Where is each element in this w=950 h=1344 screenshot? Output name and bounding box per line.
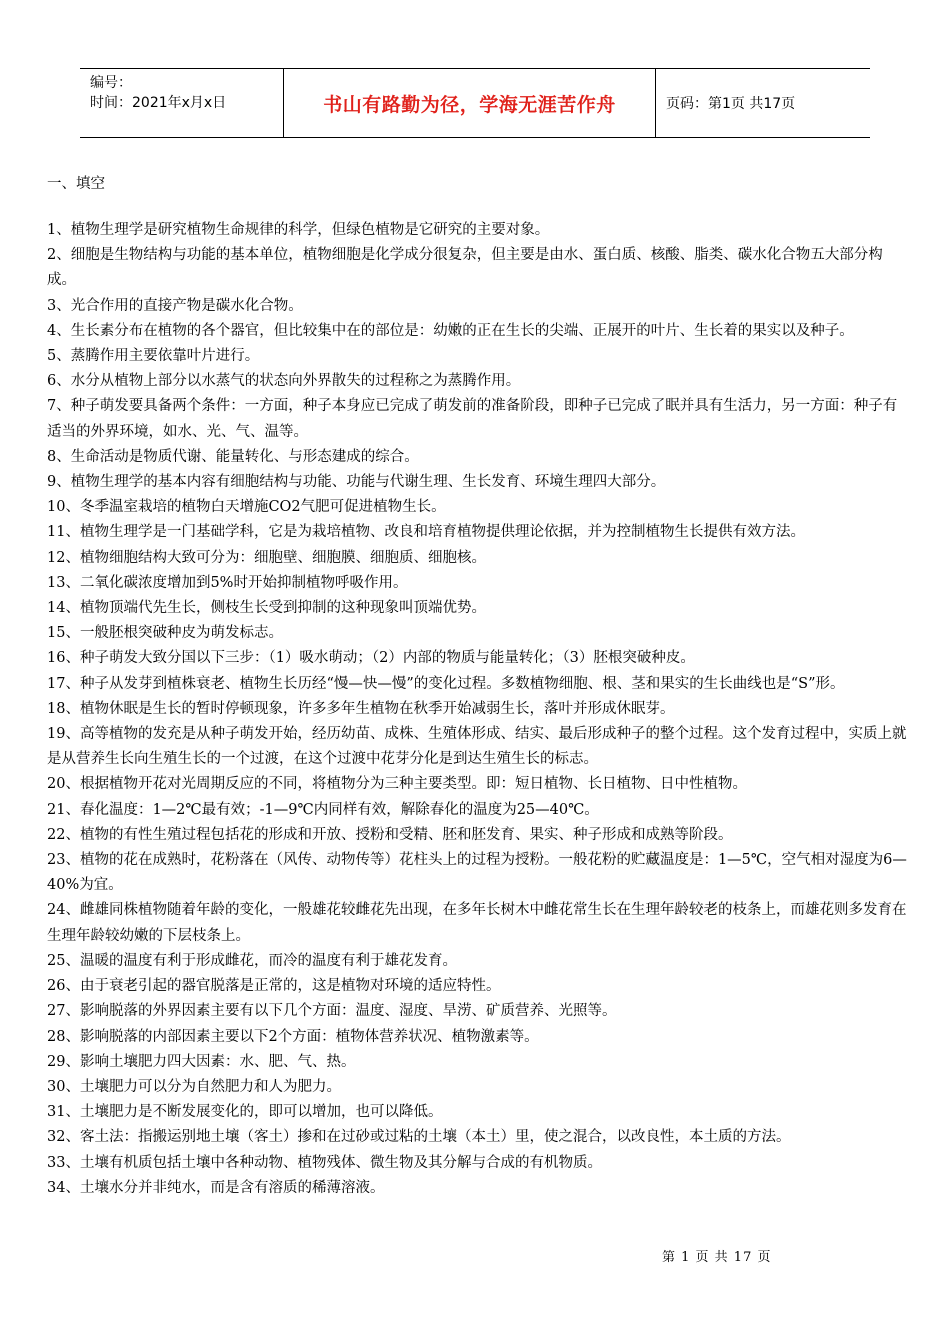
list-item: 9、植物生理学的基本内容有细胞结构与功能、功能与代谢生理、生长发育、环境生理四大部分。 xyxy=(47,474,666,491)
number-label: 编号： xyxy=(90,75,132,91)
list-item: 26、由于衰老引起的器官脱落是正常的，这是植物对环境的适应特性。 xyxy=(47,978,501,995)
list-item: 8、生命活动是物质代谢、能量转化、与形态建成的综合。 xyxy=(47,448,419,465)
document-header xyxy=(80,68,870,138)
list-item: 33、土壤有机质包括土壤中各种动物、植物残体、微生物及其分解与合成的有机物质。 xyxy=(47,1154,602,1171)
list-item: 7、种子萌发要具备两个条件：一方面，种子本身应已完成了萌发前的准备阶段，即种子已完成了眠并具有生活力，另一方面：种子有适当的外界环境，如水、光、气、温等。 xyxy=(47,398,898,440)
header-page-info: 页码：第1页 共17页 xyxy=(666,96,796,112)
header-meta xyxy=(80,69,284,137)
section-title: 一、填空 xyxy=(47,176,105,192)
list-item: 19、高等植物的发充是从种子萌发开始，经历幼苗、成株、生殖体形成、结实、最后形成种子的整个过程。这个发育过程中，实质上就是从营养生长向生殖生长的一个过渡，在这个过渡中花芽分化是到达生殖生长的标志。 xyxy=(47,726,907,768)
list-item: 6、水分从植物上部分以水蒸气的状态向外界散失的过程称之为蒸腾作用。 xyxy=(47,373,521,390)
list-item: 18、植物休眠是生长的暂时停顿现象，许多多年生植物在秋季开始减弱生长，落叶并形成休眠芽。 xyxy=(47,700,675,717)
header-motto: 书山有路勤为径，学海无涯苦作舟 xyxy=(284,69,656,137)
list-item: 23、植物的花在成熟时，花粉落在（风传、动物传等）花柱头上的过程为授粉。一般花粉的贮藏温度是：1—5℃，空气相对湿度为6—40%为宜。 xyxy=(47,852,907,894)
list-item: 31、土壤肥力是不断发展变化的，即可以增加，也可以降低。 xyxy=(47,1104,443,1121)
date-label: 时间：2021年x月x日 xyxy=(90,95,227,111)
list-item: 17、种子从发芽到植株衰老、植物生长历经“慢—快—慢”的变化过程。多数植物细胞、根、茎和果实的生长曲线也是“S”形。 xyxy=(47,675,845,692)
list-item: 15、一般胚根突破种皮为萌发标志。 xyxy=(47,625,283,642)
fill-in-list xyxy=(47,218,907,1201)
list-item: 16、种子萌发大致分国以下三步：（1）吸水萌动；（2）内部的物质与能量转化；（3）胚根突破种皮。 xyxy=(47,650,695,667)
list-item: 29、影响土壤肥力四大因素：水、肥、气、热。 xyxy=(47,1053,356,1070)
list-item: 25、温暖的温度有利于形成雌花，而冷的温度有利于雄花发育。 xyxy=(47,952,457,969)
list-item: 1、植物生理学是研究植物生命规律的科学，但绿色植物是它研究的主要对象。 xyxy=(47,222,550,238)
list-item: 3、光合作用的直接产物是碳水化合物。 xyxy=(47,297,303,314)
list-item: 4、生长素分布在植物的各个器官，但比较集中在的部位是：幼嫩的正在生长的尖端、正展开的叶片、生长着的果实以及种子。 xyxy=(47,322,854,339)
list-item: 11、植物生理学是一门基础学科，它是为栽培植物、改良和培育植物提供理论依据，并为控制植物生长提供有效方法。 xyxy=(47,524,805,541)
list-item: 12、植物细胞结构大致可分为：细胞壁、细胞膜、细胞质、细胞核。 xyxy=(47,549,486,566)
list-item: 28、影响脱落的内部因素主要以下2个方面：植物体营养状况、植物激素等。 xyxy=(47,1028,539,1045)
list-item: 2、细胞是生物结构与功能的基本单位，植物细胞是化学成分很复杂，但主要是由水、蛋白质、核酸、脂类、碳水化合物五大部分构成。 xyxy=(47,247,883,289)
list-item: 20、根据植物开花对光周期反应的不同，将植物分为三种主要类型。即：短日植物、长日植物、日中性植物。 xyxy=(47,776,747,793)
list-item: 14、植物顶端代先生长，侧枝生长受到抑制的这种现象叫顶端优势。 xyxy=(47,600,486,617)
list-item: 22、植物的有性生殖过程包括花的形成和开放、授粉和受精、胚和胚发育、果实、种子形成和成熟等阶段。 xyxy=(47,826,733,843)
list-item: 10、冬季温室栽培的植物白天增施CO2气肥可促进植物生长。 xyxy=(47,499,446,516)
list-item: 27、影响脱落的外界因素主要有以下几个方面：温度、湿度、旱涝、矿质营养、光照等。 xyxy=(47,1003,617,1020)
list-item: 30、土壤肥力可以分为自然肥力和人为肥力。 xyxy=(47,1078,341,1095)
page-footer: 第 1 页 共 17 页 xyxy=(662,1250,772,1265)
list-item: 24、雌雄同株植物随着年龄的变化，一般雄花较雌花先出现，在多年长树木中雌花常生长在生理年龄较老的枝条上，而雄花则多发育在生理年龄较幼嫩的下层枝条上。 xyxy=(47,902,907,944)
list-item: 13、二氧化碳浓度增加到5%时开始抑制植物呼吸作用。 xyxy=(47,574,408,591)
list-item: 21、春化温度：1—2℃最有效；-1—9℃内同样有效，解除春化的温度为25—40℃。 xyxy=(47,801,599,818)
list-item: 34、土壤水分并非纯水，而是含有溶质的稀薄溶液。 xyxy=(47,1179,385,1196)
list-item: 32、客土法：指搬运别地土壤（客土）掺和在过砂或过粘的土壤（本土）里，使之混合，以改良性，本土质的方法。 xyxy=(47,1129,791,1146)
list-item: 5、蒸腾作用主要依靠叶片进行。 xyxy=(47,348,260,365)
